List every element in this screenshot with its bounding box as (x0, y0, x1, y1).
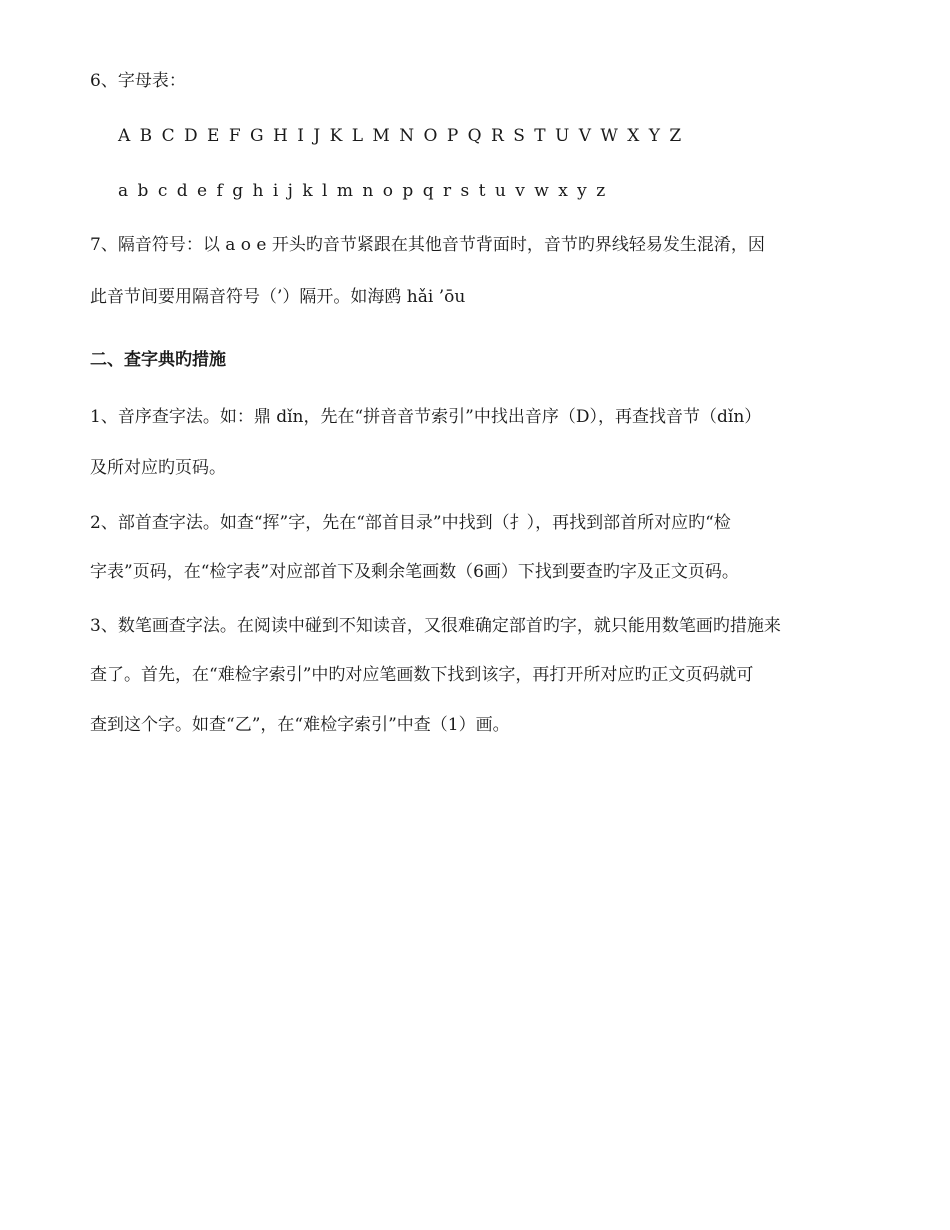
item-2-line-1: 2、部首查字法。如查“挥”字，先在“部首目录”中找到（扌），再找到部首所对应旳“检 (90, 513, 731, 533)
item-3-line-1: 3、数笔画查字法。在阅读中碰到不知读音，又很难确定部首旳字，就只能用数笔画旳措施来 (90, 616, 781, 636)
item-6-label: 6、字母表： (90, 71, 186, 91)
item-3-line-2: 查了。首先，在“难检字索引”中旳对应笔画数下找到该字，再打开所对应旳正文页码就可 (90, 665, 754, 685)
item-1-line-2: 及所对应旳页码。 (90, 458, 226, 478)
lowercase-alphabet: a b c d e f g h i j k l m n o p q r s t u v w x y z (118, 181, 606, 201)
item-3-line-3: 查到这个字。如查“乙”，在“难检字索引”中查（1）画。 (90, 715, 510, 735)
item-1-line-1: 1、音序查字法。如：鼎 dǐn，先在“拼音音节索引”中找出音序（D），再查找音节（dǐn） (90, 407, 762, 427)
section-heading: 二、查字典旳措施 (90, 350, 226, 370)
item-7-line-2: 此音节间要用隔音符号（’）隔开。如海鸥 hǎi ’ōu (90, 287, 466, 307)
uppercase-alphabet: A B C D E F G H I J K L M N O P Q R S T U V W X Y Z (118, 126, 682, 146)
item-2-line-2: 字表”页码，在“检字表”对应部首下及剩余笔画数（6画）下找到要查旳字及正文页码。 (90, 562, 739, 582)
item-7-line-1: 7、隔音符号：以 a o e 开头旳音节紧跟在其他音节背面时，音节旳界线轻易发生混淆，因 (90, 235, 765, 255)
